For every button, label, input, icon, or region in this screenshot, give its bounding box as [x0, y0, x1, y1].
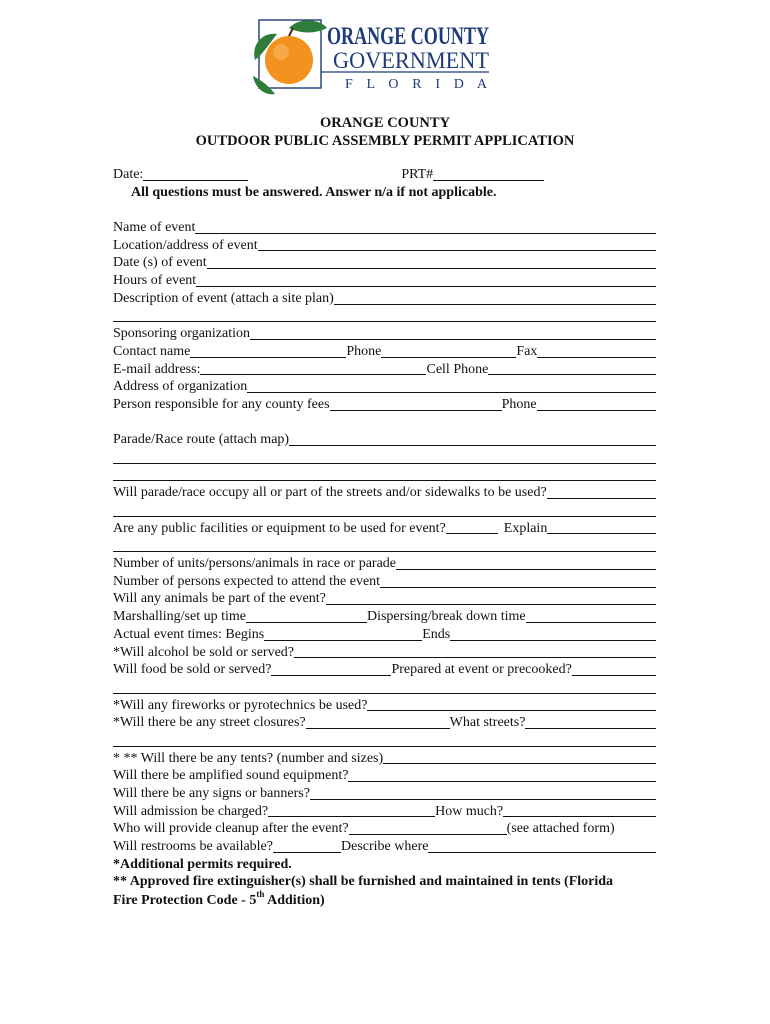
logo-stem-icon	[289, 28, 293, 36]
marshalling-field[interactable]	[246, 622, 367, 623]
label-org-address: Address of organization	[113, 379, 248, 395]
label-signs: Will there be any signs or banners?	[113, 786, 310, 802]
responsible-field[interactable]	[330, 410, 502, 411]
restrooms-field[interactable]	[273, 852, 341, 853]
phone-field[interactable]	[381, 357, 516, 358]
label-cleanup: Who will provide cleanup after the event?	[113, 821, 349, 837]
sound-field[interactable]	[348, 781, 656, 782]
date-field[interactable]	[143, 180, 248, 181]
label-persons: Number of persons expected to attend the event	[113, 573, 381, 589]
label-sponsor: Sponsoring organization	[113, 326, 251, 342]
what-streets-field[interactable]	[525, 728, 656, 729]
tents-field[interactable]	[383, 763, 656, 764]
label-admission: Will admission be charged?	[113, 803, 269, 819]
label-fax: Fax	[516, 343, 538, 359]
route-field-line2[interactable]	[113, 463, 656, 464]
logo-text-line3: F L O R I D A	[345, 77, 487, 92]
explain-field-line2[interactable]	[113, 551, 656, 552]
cell-phone-field[interactable]	[488, 374, 656, 375]
label-food: Will food be sold or served?	[113, 662, 272, 678]
instruction-text: All questions must be answered. Answer n/a if not applicable.	[131, 184, 497, 200]
contact-name-field[interactable]	[190, 357, 346, 358]
cleanup-field[interactable]	[349, 834, 507, 835]
label-public-facilities: Are any public facilities or equipment to be used for event?	[113, 520, 446, 536]
dates-field[interactable]	[207, 268, 656, 269]
route-field[interactable]	[289, 445, 656, 446]
alcohol-field[interactable]	[294, 657, 656, 658]
label-fireworks: *Will any fireworks or pyrotechnics be used?	[113, 697, 368, 713]
label-prepared: Prepared at event or precooked?	[391, 662, 572, 678]
logo-leaf-icon	[253, 76, 275, 94]
logo-text-line2: GOVERNMENT	[333, 48, 489, 73]
label-occupy-streets: Will parade/race occupy all or part of the streets and/or sidewalks to be used?	[113, 485, 547, 501]
instruction-row	[113, 184, 656, 202]
description-field[interactable]	[334, 304, 656, 305]
label-restrooms: Will restrooms be available?	[113, 839, 273, 855]
route-field-line3[interactable]	[113, 480, 656, 481]
label-contact-name: Contact name	[113, 343, 191, 359]
label-dispersing: Dispersing/break down time	[366, 609, 526, 625]
label-hours: Hours of event	[113, 273, 197, 289]
org-address-field[interactable]	[247, 392, 656, 393]
label-location: Location/address of event	[113, 237, 258, 253]
orange-highlight	[273, 44, 289, 60]
footnote-fire-extinguisher: ** Approved fire extinguisher(s) shall be furnished and maintained in tents (Florida	[113, 874, 614, 890]
label-marshalling: Marshalling/set up time	[113, 609, 246, 625]
page-title: OUTDOOR PUBLIC ASSEMBLY PERMIT APPLICATION	[195, 133, 575, 149]
label-sound: Will there be amplified sound equipment?	[113, 768, 349, 784]
food-field[interactable]	[271, 675, 391, 676]
label-dates: Date (s) of event	[113, 255, 207, 271]
label-tents: * ** Will there be any tents? (number and sizes)	[113, 750, 384, 766]
prepared-field[interactable]	[572, 675, 656, 676]
label-alcohol: *Will alcohol be sold or served?	[113, 644, 294, 660]
dispersing-field[interactable]	[526, 622, 656, 623]
signs-field[interactable]	[310, 799, 656, 800]
occupy-streets-field-line2[interactable]	[113, 516, 656, 517]
date-row	[113, 166, 656, 184]
date-label: Date:	[113, 166, 144, 182]
label-how-much: How much?	[435, 803, 504, 819]
label-units: Number of units/persons/animals in race or parade	[113, 556, 397, 572]
how-much-field[interactable]	[503, 816, 656, 817]
sponsor-field[interactable]	[250, 339, 656, 340]
fireworks-field[interactable]	[367, 710, 656, 711]
responsible-phone-field[interactable]	[537, 410, 656, 411]
name-of-event-field[interactable]	[195, 233, 656, 234]
prt-field[interactable]	[433, 180, 544, 181]
what-streets-field-line2[interactable]	[113, 746, 656, 747]
hours-field[interactable]	[196, 286, 656, 287]
closures-field[interactable]	[306, 728, 450, 729]
occupy-streets-field[interactable]	[547, 498, 656, 499]
label-route: Parade/Race route (attach map)	[113, 432, 290, 448]
animals-field[interactable]	[326, 604, 656, 605]
public-facilities-field[interactable]	[446, 533, 498, 534]
label-cell-phone: Cell Phone	[426, 361, 489, 377]
label-description: Description of event (attach a site plan)	[113, 290, 334, 306]
label-describe-where: Describe where	[341, 839, 429, 855]
application-form	[113, 166, 656, 911]
label-email: E-mail address:	[113, 361, 201, 377]
orange-county-logo	[249, 14, 494, 98]
footnote-fire-code: Fire Protection Code - 5th Addition)	[113, 888, 325, 909]
begins-field[interactable]	[264, 640, 422, 641]
label-phone: Phone	[346, 343, 382, 359]
orange-fruit-icon	[265, 36, 313, 84]
label-ends: Ends	[422, 626, 451, 642]
explain-field[interactable]	[547, 533, 656, 534]
fax-field[interactable]	[537, 357, 656, 358]
label-responsible: Person responsible for any county fees	[113, 396, 330, 412]
persons-field[interactable]	[380, 587, 656, 588]
prepared-field-line2[interactable]	[113, 693, 656, 694]
label-see-attached: (see attached form)	[506, 821, 615, 837]
description-field-line2[interactable]	[113, 321, 656, 322]
label-what-streets: What streets?	[449, 715, 526, 731]
label-explain: Explain	[503, 520, 548, 536]
units-field[interactable]	[396, 569, 656, 570]
email-field[interactable]	[200, 374, 426, 375]
prt-label: PRT#	[401, 166, 434, 182]
logo-text-line1: ORANGE COUNTY	[327, 23, 489, 50]
describe-where-field[interactable]	[428, 852, 656, 853]
footnote-additional-permits: *Additional permits required.	[113, 856, 292, 872]
location-field[interactable]	[258, 250, 656, 251]
label-animals: Will any animals be part of the event?	[113, 591, 326, 607]
header-line1: ORANGE COUNTY	[319, 115, 451, 131]
label-responsible-phone: Phone	[501, 396, 537, 412]
label-actual-times: Actual event times: Begins	[113, 626, 265, 642]
label-closures: *Will there be any street closures?	[113, 715, 306, 731]
ends-field[interactable]	[450, 640, 656, 641]
admission-field[interactable]	[268, 816, 435, 817]
label-name-of-event: Name of event	[113, 220, 196, 236]
